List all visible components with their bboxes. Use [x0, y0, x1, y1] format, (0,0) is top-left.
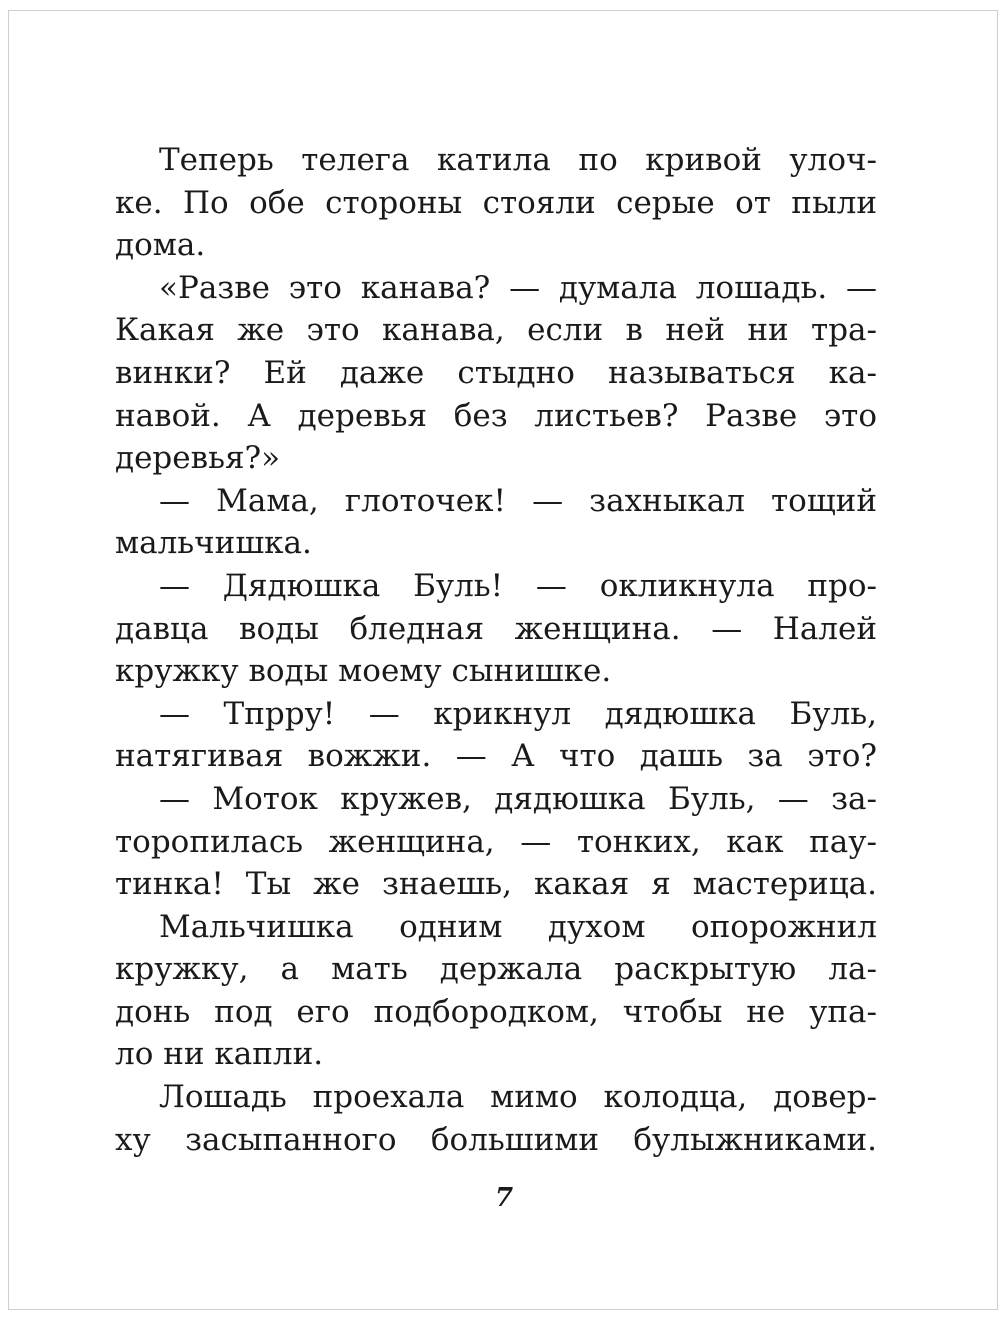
text-line: ло ни капли.: [115, 1036, 324, 1073]
text-line: тинка! Ты же знаешь, какая я мастерица.: [115, 866, 877, 903]
text-line: — Тпрру! — крикнул дядюшка Буль,: [159, 695, 877, 732]
text-line: ху засыпанного большими булыжниками.: [115, 1121, 877, 1158]
text-line: давца воды бледная женщина. — Налей: [115, 610, 877, 647]
text-line: дома.: [115, 227, 206, 264]
text-line: натягивая вожжи. — А что дашь за это?: [115, 738, 877, 775]
text-line: навой. А деревья без листьев? Разве это: [115, 397, 877, 434]
text-line: — Дядюшка Буль! — окликнула про-: [159, 567, 877, 604]
text-line: донь под его подбородком, чтобы не упа-: [115, 993, 877, 1030]
page-number: 7: [494, 1183, 514, 1213]
text-line: ке. По обе стороны стояли серые от пыли: [115, 184, 877, 221]
text-line: «Разве это канава? — думала лошадь. —: [159, 269, 877, 306]
text-line: — Мама, глоточек! — захныкал тощий: [159, 482, 877, 519]
text-line: мальчишка.: [115, 525, 312, 562]
text-line: Мальчишка одним духом опорожнил: [159, 908, 877, 945]
text-line: деревья?»: [115, 440, 281, 477]
text-line: кружку, а мать держала раскрытую ла-: [115, 951, 877, 988]
body-text: [115, 139, 877, 1161]
text-line: Какая же это канава, если в ней ни тра-: [115, 312, 877, 349]
text-line: Теперь телега катила по кривой улоч-: [159, 142, 877, 178]
text-line: Лошадь проехала мимо колодца, довер-: [159, 1079, 877, 1116]
text-line: — Моток кружев, дядюшка Буль, — за-: [159, 780, 877, 817]
text-line: торопилась женщина, — тонких, как пау-: [115, 823, 877, 860]
text-line: кружку воды моему сынишке.: [115, 653, 612, 690]
text-line: винки? Ей даже стыдно называться ка-: [115, 354, 877, 391]
book-page: [8, 10, 998, 1310]
